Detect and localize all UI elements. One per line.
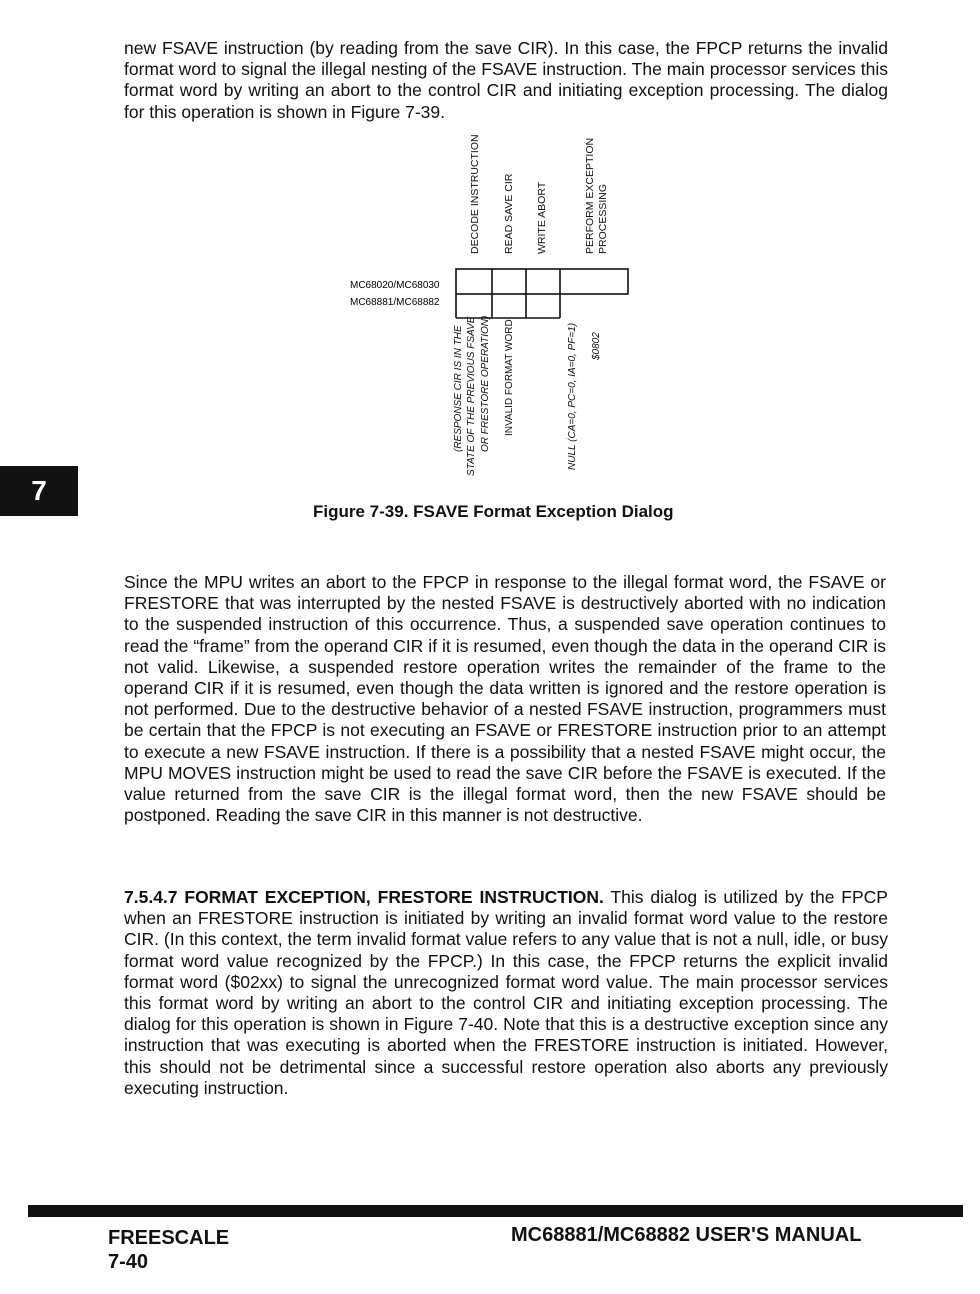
label-response-cir: (RESPONSE CIR IS IN THE xyxy=(453,325,464,452)
dialog-figure xyxy=(0,0,980,500)
figure-caption: Figure 7-39. FSAVE Format Exception Dialog xyxy=(313,502,674,521)
chapter-tab: 7 xyxy=(0,466,78,516)
label-null-format: NULL (CA=0, PC=0, IA=0, PF=1) xyxy=(567,322,578,470)
section-heading: 7.5.4.7 FORMAT EXCEPTION, FRESTORE INSTRUCTION. xyxy=(124,887,604,907)
footer-rule xyxy=(28,1205,963,1217)
label-invalid-format-word: INVALID FORMAT WORD xyxy=(504,319,515,436)
mpu-row-box xyxy=(456,269,628,294)
footer-manual-title: MC68881/MC68882 USER'S MANUAL xyxy=(511,1224,862,1246)
footer-brand: FREESCALE xyxy=(108,1227,230,1249)
label-frestore-operation: OR FRESTORE OPERATION) xyxy=(480,315,491,452)
intro-paragraph: new FSAVE instruction (by reading from the save CIR). In this case, the FPCP returns the invalid format word to signal the illegal nesting of the FSAVE instruction. The main processor services this format word by writing an abort to the control CIR and initiating exception processing. The dialog for this operation is shown in Figure 7-39. xyxy=(124,38,888,122)
label-decode-instruction: DECODE INSTRUCTION xyxy=(469,134,481,254)
body-paragraph-2: Since the MPU writes an abort to the FPCP in response to the illegal format word, the FSAVE or FRESTORE that was interrupted by the nested FSAVE is destructively aborted with no indication to the suspended instruction of this occurrence. Thus, a suspended save operation continues to read the “frame” from the operand CIR if it is resumed, even though the data in the operand CIR is not valid. Likewise, a suspended restore operation writes the remainder of the frame to the operand CIR if it is resumed, even though the data written is ignored and the restore operation is not performed. Due to the destructive behavior of a nested FSAVE instruction, programmers must be certain that the FPCP is not executing an FSAVE or FRESTORE instruction prior to an attempt to execute a new FSAVE instruction. If there is a possibility that a nested FSAVE might occur, the MPU MOVES instruction might be used to read the save CIR before the FSAVE is executed. If the value returned from the save CIR is the illegal format word, then the new FSAVE should be postponed. Reading the save CIR in this manner is not destructive. xyxy=(124,572,886,826)
footer-left xyxy=(108,1226,229,1274)
label-perform-exception: PERFORM EXCEPTION xyxy=(584,137,596,254)
label-read-save-cir: READ SAVE CIR xyxy=(503,173,515,254)
row-label-fpcp: MC68881/MC68882 xyxy=(350,297,440,308)
section-body: This dialog is utilized by the FPCP when an FRESTORE instruction is initiated by writing an invalid format word value to the restore CIR. (In this context, the term invalid format value refers to any value that is not a null, idle, or busy format word value recognized by the FPCP.) In this case, the FPCP returns the explicit invalid format word ($02xx) to signal the unrecognized format word value. The main processor services this format word by writing an abort to the control CIR and initiating exception processing. The dialog for this operation is shown in Figure 7-40. Note that this is a destructive exception since any instruction that was executing is aborted when the FRESTORE instruction is initiated. However, this should not be detrimental since a successful restore operation also aborts any previously executing instruction. xyxy=(124,887,888,1098)
label-state-previous: STATE OF THE PREVIOUS FSAVE xyxy=(466,316,477,476)
label-processing: PROCESSING xyxy=(597,183,609,254)
row-label-mpu: MC68020/MC68030 xyxy=(350,280,440,291)
label-0802: $0802 xyxy=(591,332,602,360)
timeline-boxes xyxy=(456,269,628,318)
footer-page-number: 7-40 xyxy=(108,1251,149,1273)
label-write-abort: WRITE ABORT xyxy=(536,181,548,254)
section-paragraph xyxy=(124,887,888,1099)
